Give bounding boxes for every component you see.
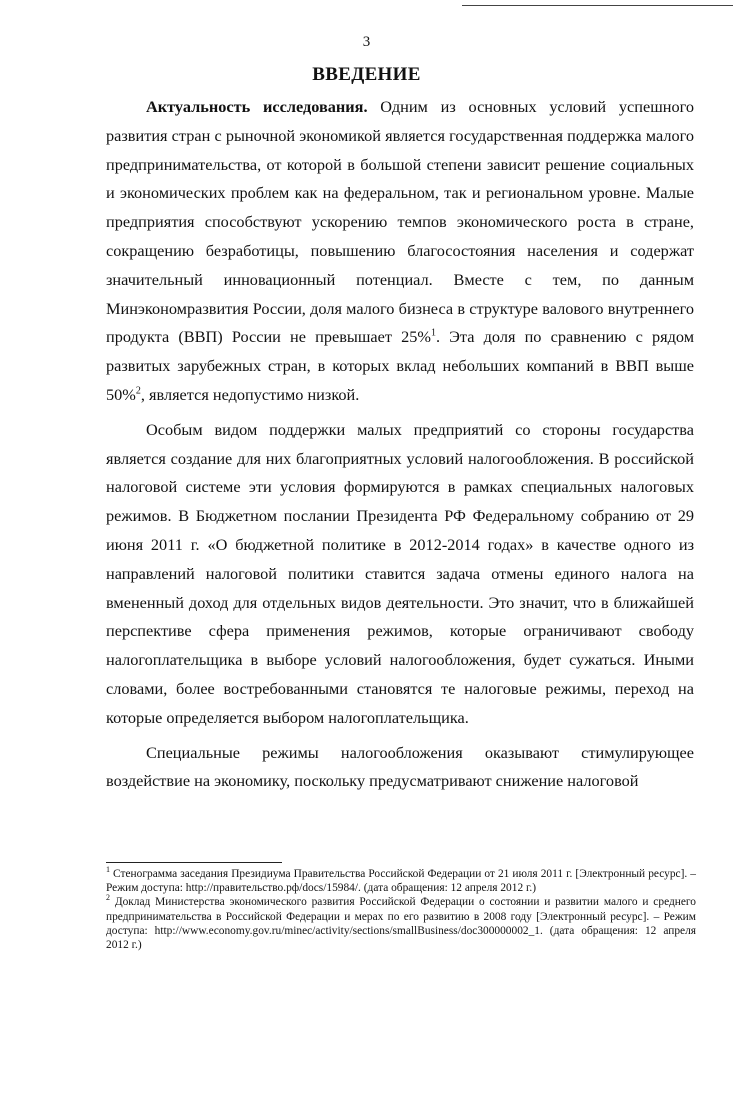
paragraph-text: Одним из основных условий успешного развития стран с рыночной экономикой является государственная поддержка малого предпринимательства, от которой в большой степени зависит решение социальных и экономических проблем как на федеральном, так и региональном уровне. Малые предприятия способствуют ускорению темпов экономического роста в стране, сокращению безработицы, повышению благосостояния населения и содержат значительный инновационный потенциал. Вместе с тем, по данным Минэкономразвития России, доля малого бизнеса в структуре валового внутреннего продукта (ВВП) России не превышает 25% [106, 97, 695, 347]
footnote-2 [106, 895, 696, 952]
footnote-separator [106, 862, 282, 863]
paragraph-text: . Эта доля по сравнению с рядом развитых зарубежных стран, в которых вклад небольших компаний в ВВП выше 50% [106, 327, 694, 404]
footnotes [106, 867, 696, 952]
footnote-text: Стенограмма заседания Президиума Правительства Российской Федерации от 21 июля 2011 г. [Электронный ресурс]. – Режим доступа: http://правительство.рф/docs/15984/. (дата обращения: 12 апреля 2012 г.) [106, 868, 696, 895]
section-heading: ВВЕДЕНИЕ [312, 64, 421, 85]
paragraph-relevance [106, 93, 694, 410]
footnote-ref-2: 2 [135, 385, 141, 397]
top-edge-line [462, 5, 733, 6]
footnote-mark: 2 [106, 893, 110, 903]
paragraph-text: , является недопустимо низкой. [140, 384, 360, 404]
paragraph-tax-support: Особым видом поддержки малых предприятий со стороны государства является создание для них благоприятных условий налогообложения. В российской налоговой системе эти условия формируются в рамках специальных налоговых режимов. В Бюджетном послании Президента РФ Федеральному собранию от 29 июня 2011 г. «О бюджетной политике в 2012-2014 годах» в качестве одного из направлений налоговой политики ставится задача отмены единого налога на вмененный доход для отдельных видов деятельности. Это значит, что в ближайшей перспективе сфера применения режимов, которые ограничивают свободу налогоплательщика в выборе условий налогообложения, будет сужаться. Иными словами, более востребованными становятся те налоговые режимы, переход на которые определяется выбором налогоплательщика. [106, 419, 694, 727]
footnote-mark: 1 [106, 865, 110, 875]
body-text [106, 93, 694, 802]
paragraph-lead: Актуальность исследования. [146, 97, 368, 116]
footnote-ref-1: 1 [430, 327, 436, 339]
footnote-text: Доклад Министерства экономического развития Российской Федерации о состоянии и развитии малого и среднего предпринимательства в Российской Федерации и мерах по его развитию в 2008 году [Электронный ресурс]. – Режим доступа: http://www.economy.gov.ru/minec/activity/sections/smallBusiness/doc300000002_1. (дата обращения: 12 апреля 2012 г.) [106, 896, 696, 952]
paragraph-special-regimes: Специальные режимы налогообложения оказывают стимулирующее воздействие на экономику, поскольку предусматривают снижение налоговой [106, 742, 694, 791]
footnote-1 [106, 867, 696, 895]
page-number: 3 [362, 34, 371, 50]
